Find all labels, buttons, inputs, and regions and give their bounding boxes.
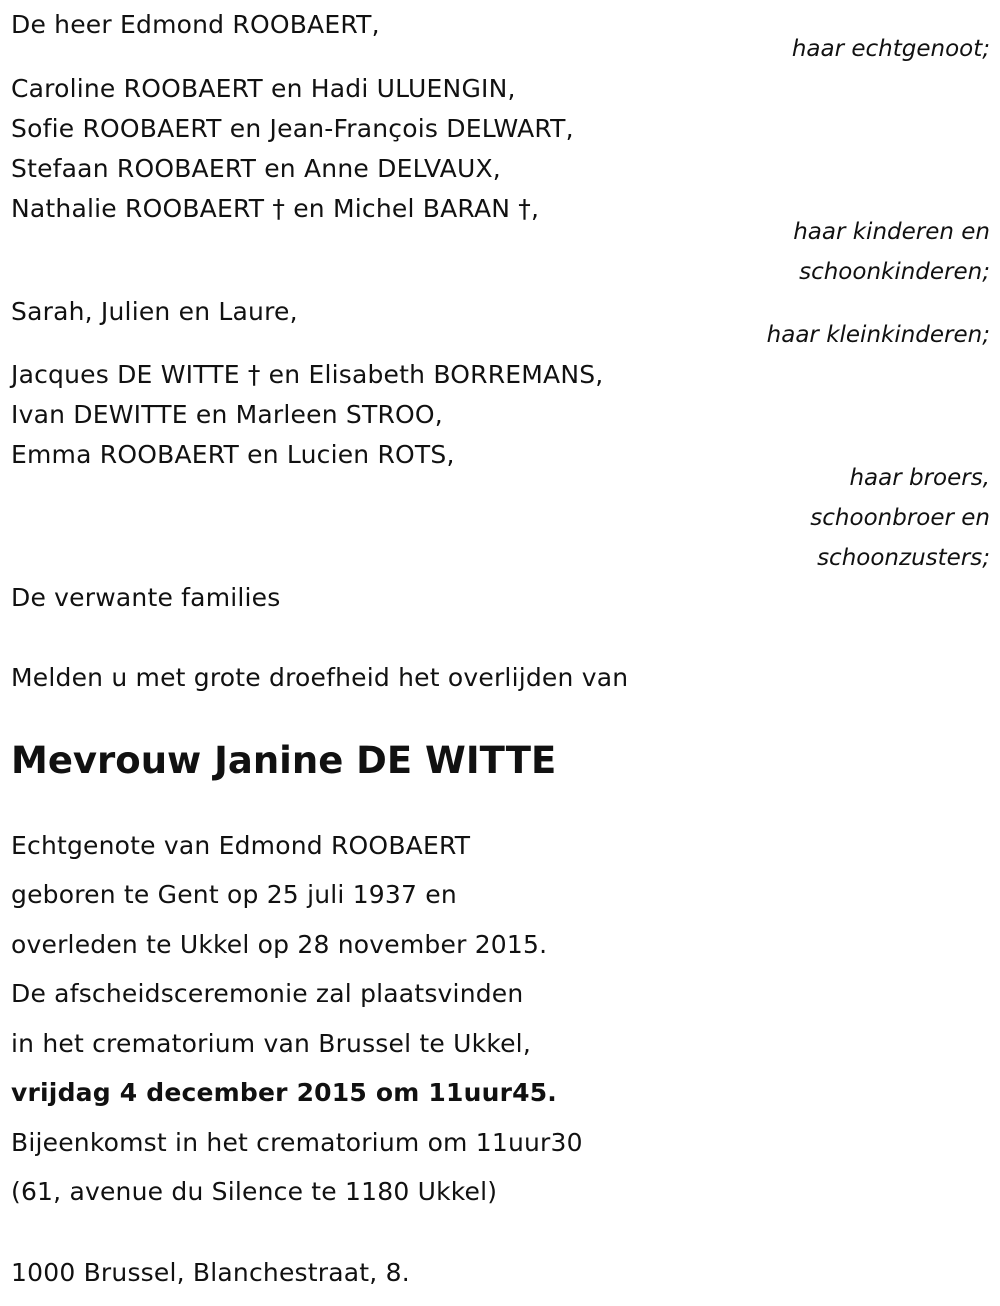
announcement-line: Melden u met grote droefheid het overlijden van [11, 663, 629, 692]
detail-address-ceremony: (61, avenue du Silence te 1180 Ukkel) [11, 1177, 498, 1206]
grandchildren-names: Sarah, Julien en Laure, [11, 297, 298, 326]
children-relation-2: schoonkinderen; [799, 259, 990, 285]
detail-birth: geboren te Gent op 25 juli 1937 en [11, 880, 457, 909]
child-line-2: Sofie ROOBAERT en Jean-François DELWART, [11, 114, 574, 143]
detail-death: overleden te Ukkel op 28 november 2015. [11, 930, 548, 959]
child-line-3: Stefaan ROOBAERT en Anne DELVAUX, [11, 154, 501, 183]
detail-spouse: Echtgenote van Edmond ROOBAERT [11, 831, 471, 860]
families-line: De verwante families [11, 583, 281, 612]
detail-date-time: vrijdag 4 december 2015 om 11uur45. [11, 1078, 558, 1107]
siblings-relation-2: schoonbroer en [810, 505, 990, 531]
spouse-relation: haar echtgenoot; [791, 36, 990, 62]
children-relation-1: haar kinderen en [793, 219, 990, 245]
siblings-relation-3: schoonzusters; [817, 545, 990, 571]
detail-gathering: Bijeenkomst in het crematorium om 11uur30 [11, 1128, 583, 1157]
spouse-name: De heer Edmond ROOBAERT, [11, 10, 380, 39]
detail-location: in het crematorium van Brussel te Ukkel, [11, 1029, 531, 1058]
child-line-4: Nathalie ROOBAERT † en Michel BARAN †, [11, 194, 540, 223]
siblings-relation-1: haar broers, [849, 465, 990, 491]
correspondence-address: 1000 Brussel, Blanchestraat, 8. [11, 1258, 410, 1287]
deceased-name: Mevrouw Janine DE WITTE [11, 739, 557, 782]
child-line-1: Caroline ROOBAERT en Hadi ULUENGIN, [11, 74, 516, 103]
sibling-line-2: Ivan DEWITTE en Marleen STROO, [11, 400, 443, 429]
sibling-line-1: Jacques DE WITTE † en Elisabeth BORREMANS, [11, 360, 604, 389]
sibling-line-3: Emma ROOBAERT en Lucien ROTS, [11, 440, 455, 469]
detail-ceremony: De afscheidsceremonie zal plaatsvinden [11, 979, 524, 1008]
grandchildren-relation: haar kleinkinderen; [766, 322, 990, 348]
